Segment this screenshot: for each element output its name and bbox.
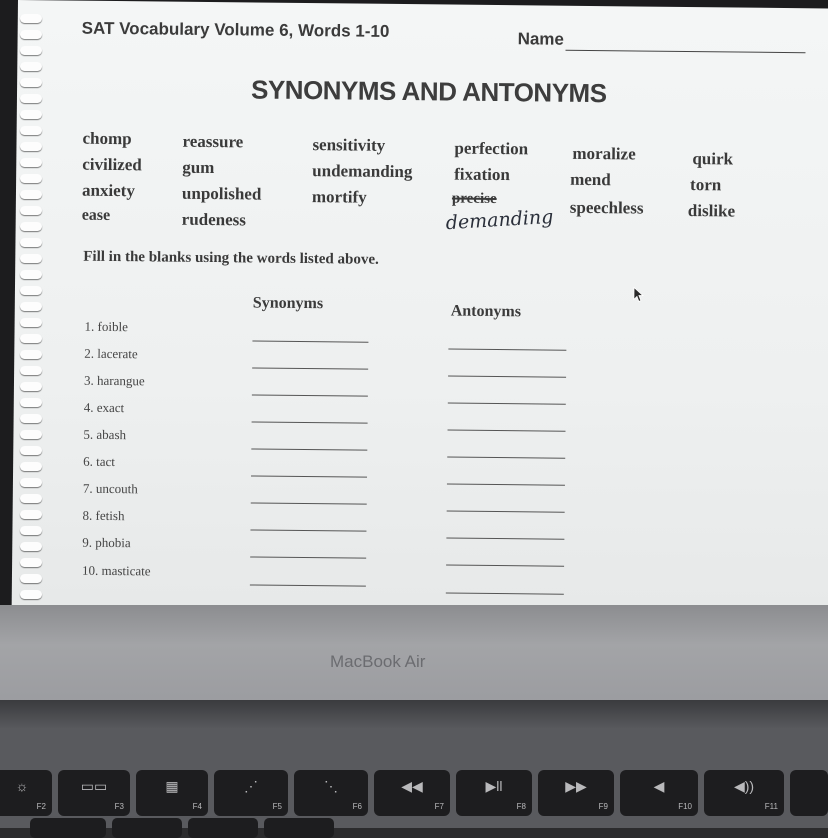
word-undemanding: undemanding <box>312 161 413 182</box>
antonym-blank-6 <box>447 484 565 486</box>
word-fixation: fixation <box>454 164 511 185</box>
word-reassure: reassure <box>182 131 244 152</box>
synonym-blank-7 <box>251 502 367 504</box>
synonym-blank-3 <box>252 394 368 396</box>
rewind-icon: ◀◀ <box>401 778 423 794</box>
antonym-blank-7 <box>447 511 565 513</box>
name-label: Name <box>517 29 565 49</box>
synonym-blank-6 <box>251 475 367 477</box>
item-foible: 1. foible <box>84 318 128 335</box>
synonym-blank-4 <box>252 421 368 423</box>
word-mortify: mortify <box>311 187 367 207</box>
word-dislike: dislike <box>687 201 736 221</box>
synonyms-header: Synonyms <box>252 294 324 313</box>
item-harangue: 3. harangue <box>83 372 145 389</box>
key-f6[interactable]: ⋱ F6 <box>294 770 368 816</box>
word-civilized: civilized <box>82 154 142 175</box>
item-phobia: 9. phobia <box>82 534 131 551</box>
synonym-blank-1 <box>252 340 368 342</box>
word-unpolished: unpolished <box>181 183 262 204</box>
word-perfection: perfection <box>454 138 529 159</box>
laptop-hinge <box>0 700 828 730</box>
item-fetish: 8. fetish <box>82 507 125 524</box>
key-f11[interactable]: ◀)) F11 <box>704 770 784 816</box>
item-abash: 5. abash <box>83 426 127 443</box>
mute-icon: ◀ <box>653 778 665 794</box>
item-tact: 6. tact <box>83 453 116 470</box>
key-f8[interactable]: ▶ll F8 <box>456 770 532 816</box>
keyboard-light-down-icon: ⋰ <box>244 778 258 794</box>
instructions: Fill in the blanks using the words listed above. <box>83 248 379 268</box>
item-exact: 4. exact <box>83 399 125 416</box>
word-moralize: moralize <box>572 143 636 164</box>
worksheet-page <box>11 0 828 612</box>
antonyms-header: Antonyms <box>450 302 522 321</box>
synonym-blank-8 <box>250 529 366 531</box>
worksheet-header: SAT Vocabulary Volume 6, Words 1-10 <box>81 18 390 41</box>
brightness-up-icon: ☼ <box>15 778 29 794</box>
play-pause-icon: ▶ll <box>485 778 503 794</box>
word-chomp: chomp <box>82 128 132 149</box>
mouse-cursor-icon <box>633 286 645 302</box>
item-masticate: 10. masticate <box>81 562 151 579</box>
synonym-blank-5 <box>251 448 367 450</box>
item-uncouth: 7. uncouth <box>82 480 138 497</box>
key-f9[interactable]: ▶▶ F9 <box>538 770 614 816</box>
key-f3[interactable]: ▭▭ F3 <box>58 770 130 816</box>
key-row-lower[interactable] <box>188 818 258 838</box>
antonym-blank-3 <box>448 403 566 405</box>
key-f12[interactable] <box>790 770 828 816</box>
item-lacerate: 2. lacerate <box>84 345 138 362</box>
antonym-blank-4 <box>448 430 566 432</box>
word-gum: gum <box>182 157 215 178</box>
word-rudeness: rudeness <box>181 209 247 230</box>
handwritten-demanding: demanding <box>445 205 554 235</box>
antonym-blank-1 <box>448 349 566 351</box>
key-f2[interactable]: ☼ F2 <box>0 770 52 816</box>
key-f7[interactable]: ◀◀ F7 <box>374 770 450 816</box>
word-torn: torn <box>690 175 722 195</box>
antonym-blank-2 <box>448 376 566 378</box>
antonym-blank-10 <box>446 593 564 595</box>
synonym-blank-9 <box>250 556 366 558</box>
spiral-binding <box>0 0 46 612</box>
name-line <box>565 50 805 54</box>
fast-forward-icon: ▶▶ <box>565 778 587 794</box>
mission-control-icon: ▭▭ <box>80 778 108 794</box>
worksheet-title: SYNONYMS AND ANTONYMS <box>250 74 607 109</box>
antonym-blank-8 <box>446 538 564 540</box>
key-f10[interactable]: ◀ F10 <box>620 770 698 816</box>
word-quirk: quirk <box>692 149 734 169</box>
key-f5[interactable]: ⋰ F5 <box>214 770 288 816</box>
antonym-blank-9 <box>446 565 564 567</box>
word-anxiety: anxiety <box>81 180 135 201</box>
key-f4[interactable]: ▦ F4 <box>136 770 208 816</box>
word-sensitivity: sensitivity <box>312 135 386 155</box>
word-precise-crossed-out: precise <box>451 190 497 208</box>
word-mend: mend <box>570 169 611 190</box>
key-row-lower[interactable] <box>264 818 334 838</box>
brand-label: MacBook Air <box>330 652 426 671</box>
synonym-blank-2 <box>252 367 368 369</box>
antonym-blank-5 <box>447 457 565 459</box>
key-row-lower[interactable] <box>112 818 182 838</box>
word-speechless: speechless <box>569 197 644 218</box>
word-ease: ease <box>81 206 111 224</box>
launchpad-icon: ▦ <box>165 778 179 794</box>
volume-down-icon: ◀)) <box>733 778 755 794</box>
synonym-blank-10 <box>250 584 366 586</box>
key-row-lower[interactable] <box>30 818 106 838</box>
keyboard-light-up-icon: ⋱ <box>324 778 338 794</box>
